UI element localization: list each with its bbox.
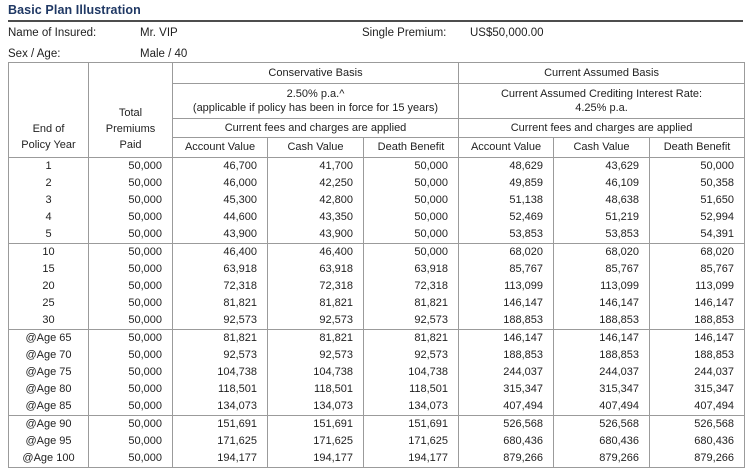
value-cell: 92,573 [364,347,459,364]
value-cell: 46,109 [554,175,650,192]
value-cell: 50,000 [89,192,173,209]
value-cell: 244,037 [554,364,650,381]
value-cell: 113,099 [554,278,650,295]
col-header-total-premiums-line1: Total [118,107,143,120]
table-row [9,192,745,209]
value-cell: 315,347 [554,381,650,398]
value-cell: 315,347 [459,381,554,398]
policy-year-cell: @Age 80 [9,381,89,398]
value-cell: 50,000 [89,209,173,226]
value-cell: 146,147 [650,295,745,312]
value-cell: 50,000 [650,158,745,176]
table-row [9,347,745,364]
value-cell: 50,000 [89,398,173,416]
value-cell: 63,918 [364,261,459,278]
table-row [9,398,745,416]
table-row [9,175,745,192]
row-group-4 [9,416,745,468]
col-header-policy-year-line1: End of [32,123,65,136]
value-cell: 51,219 [554,209,650,226]
policy-year-cell: 20 [9,278,89,295]
policy-year-cell: 25 [9,295,89,312]
current-rate-line1: Current Assumed Crediting Interest Rate: [500,87,703,100]
value-cell: 879,266 [554,450,650,468]
value-cell: 104,738 [364,364,459,381]
value-cell: 63,918 [173,261,268,278]
value-cell: 46,000 [173,175,268,192]
value-cell: 244,037 [650,364,745,381]
table-row [9,244,745,262]
conservative-death-benefit-header: Death Benefit [364,138,459,158]
value-cell: 50,000 [89,261,173,278]
col-header-policy-year [9,63,89,158]
value-cell: 526,568 [459,416,554,434]
value-cell: 171,625 [364,433,459,450]
value-cell: 50,000 [89,381,173,398]
value-cell: 81,821 [173,295,268,312]
value-cell: 50,000 [364,209,459,226]
value-cell: 113,099 [650,278,745,295]
value-cell: 85,767 [650,261,745,278]
value-cell: 68,020 [650,244,745,262]
value-cell: 134,073 [173,398,268,416]
value-cell: 526,568 [650,416,745,434]
value-cell: 151,691 [364,416,459,434]
table-row [9,261,745,278]
policy-year-cell: 10 [9,244,89,262]
col-header-total-premiums-line3: Paid [119,139,142,152]
value-cell: 118,501 [364,381,459,398]
value-cell: 188,853 [650,347,745,364]
conservative-fees-note: Current fees and charges are applied [173,119,459,138]
value-cell: 81,821 [268,330,364,348]
illustration-table [8,62,745,468]
value-cell: 50,000 [89,416,173,434]
value-cell: 43,629 [554,158,650,176]
row-group-1 [9,158,745,244]
value-cell: 50,000 [364,158,459,176]
value-cell: 50,000 [364,226,459,244]
value-cell: 45,300 [173,192,268,209]
value-cell: 680,436 [650,433,745,450]
value-cell: 50,000 [364,175,459,192]
current-fees-note: Current fees and charges are applied [459,119,745,138]
value-cell: 151,691 [268,416,364,434]
value-cell: 118,501 [173,381,268,398]
value-cell: 41,700 [268,158,364,176]
value-cell: 50,000 [89,364,173,381]
value-cell: 194,177 [173,450,268,468]
policy-year-cell: @Age 75 [9,364,89,381]
value-cell: 92,573 [364,312,459,330]
table-row [9,330,745,348]
sex-age-label: Sex / Age: [8,48,61,60]
policy-year-cell: 15 [9,261,89,278]
name-of-insured-value: Mr. VIP [140,27,178,39]
value-cell: 151,691 [173,416,268,434]
conservative-rate-line1: 2.50% p.a.^ [286,87,345,100]
value-cell: 92,573 [268,347,364,364]
value-cell: 72,318 [268,278,364,295]
value-cell: 188,853 [554,312,650,330]
row-group-3 [9,330,745,416]
value-cell: 50,000 [89,450,173,468]
value-cell: 85,767 [459,261,554,278]
value-cell: 188,853 [459,312,554,330]
table-row [9,416,745,434]
col-header-policy-year-line2: Policy Year [21,139,76,152]
value-cell: 50,000 [89,312,173,330]
value-cell: 63,918 [268,261,364,278]
policy-year-cell: 3 [9,192,89,209]
table-row [9,381,745,398]
value-cell: 48,629 [459,158,554,176]
value-cell: 407,494 [650,398,745,416]
table-row [9,278,745,295]
value-cell: 81,821 [268,295,364,312]
value-cell: 50,000 [89,330,173,348]
value-cell: 146,147 [459,330,554,348]
value-cell: 244,037 [459,364,554,381]
value-cell: 680,436 [459,433,554,450]
policy-year-cell: @Age 85 [9,398,89,416]
conservative-cash-value-header: Cash Value [268,138,364,158]
col-header-total-premiums-line2: Premiums [105,123,156,136]
value-cell: 50,000 [89,278,173,295]
single-premium-label: Single Premium: [362,27,447,39]
value-cell: 54,391 [650,226,745,244]
value-cell: 72,318 [364,278,459,295]
value-cell: 526,568 [554,416,650,434]
value-cell: 50,358 [650,175,745,192]
value-cell: 52,469 [459,209,554,226]
table-row [9,226,745,244]
value-cell: 81,821 [364,330,459,348]
policy-year-cell: @Age 65 [9,330,89,348]
value-cell: 134,073 [268,398,364,416]
value-cell: 53,853 [554,226,650,244]
value-cell: 49,859 [459,175,554,192]
value-cell: 104,738 [268,364,364,381]
value-cell: 92,573 [268,312,364,330]
value-cell: 188,853 [554,347,650,364]
value-cell: 50,000 [89,347,173,364]
value-cell: 42,800 [268,192,364,209]
conservative-basis-group-header: Conservative Basis [173,63,459,84]
value-cell: 72,318 [173,278,268,295]
value-cell: 407,494 [459,398,554,416]
conservative-rate-line2: (applicable if policy has been in force for 15 years) [192,102,439,114]
policy-year-cell: @Age 90 [9,416,89,434]
table-row [9,158,745,176]
value-cell: 92,573 [173,312,268,330]
value-cell: 44,600 [173,209,268,226]
current-rate-cell [459,84,745,119]
col-header-total-premiums [89,63,173,158]
value-cell: 680,436 [554,433,650,450]
policy-year-cell: 5 [9,226,89,244]
value-cell: 53,853 [459,226,554,244]
value-cell: 50,000 [89,226,173,244]
value-cell: 43,350 [268,209,364,226]
conservative-account-value-header: Account Value [173,138,268,158]
conservative-rate-cell [173,84,459,119]
current-account-value-header: Account Value [459,138,554,158]
sex-age-value: Male / 40 [140,48,188,60]
policy-year-cell: @Age 70 [9,347,89,364]
value-cell: 50,000 [89,433,173,450]
value-cell: 42,250 [268,175,364,192]
value-cell: 104,738 [173,364,268,381]
value-cell: 188,853 [459,347,554,364]
value-cell: 50,000 [89,244,173,262]
value-cell: 50,000 [364,192,459,209]
value-cell: 50,000 [89,158,173,176]
value-cell: 113,099 [459,278,554,295]
value-cell: 51,138 [459,192,554,209]
table-row [9,209,745,226]
value-cell: 879,266 [459,450,554,468]
policy-year-cell: 1 [9,158,89,176]
name-of-insured-label: Name of Insured: [8,27,97,39]
value-cell: 50,000 [364,244,459,262]
value-cell: 43,900 [173,226,268,244]
title-underline [8,20,743,22]
value-cell: 171,625 [268,433,364,450]
value-cell: 81,821 [173,330,268,348]
single-premium-value: US$50,000.00 [470,27,544,39]
table-row [9,364,745,381]
value-cell: 46,700 [173,158,268,176]
policy-year-cell: 30 [9,312,89,330]
page-title: Basic Plan Illustration [8,3,141,17]
value-cell: 81,821 [364,295,459,312]
value-cell: 46,400 [173,244,268,262]
policy-year-cell: 4 [9,209,89,226]
value-cell: 171,625 [173,433,268,450]
policy-year-cell: @Age 95 [9,433,89,450]
table-row [9,312,745,330]
value-cell: 146,147 [459,295,554,312]
current-cash-value-header: Cash Value [554,138,650,158]
policy-year-cell: @Age 100 [9,450,89,468]
value-cell: 879,266 [650,450,745,468]
policy-year-cell: 2 [9,175,89,192]
table-header [9,63,745,158]
value-cell: 194,177 [364,450,459,468]
value-cell: 43,900 [268,226,364,244]
table-row [9,295,745,312]
value-cell: 146,147 [554,330,650,348]
current-assumed-basis-group-header: Current Assumed Basis [459,63,745,84]
table-row [9,450,745,468]
value-cell: 46,400 [268,244,364,262]
value-cell: 407,494 [554,398,650,416]
row-group-2 [9,244,745,330]
value-cell: 50,000 [89,175,173,192]
value-cell: 68,020 [459,244,554,262]
value-cell: 146,147 [554,295,650,312]
value-cell: 85,767 [554,261,650,278]
value-cell: 134,073 [364,398,459,416]
table-row [9,433,745,450]
value-cell: 48,638 [554,192,650,209]
value-cell: 315,347 [650,381,745,398]
value-cell: 68,020 [554,244,650,262]
value-cell: 118,501 [268,381,364,398]
value-cell: 51,650 [650,192,745,209]
value-cell: 146,147 [650,330,745,348]
value-cell: 92,573 [173,347,268,364]
current-death-benefit-header: Death Benefit [650,138,745,158]
value-cell: 50,000 [89,295,173,312]
value-cell: 52,994 [650,209,745,226]
value-cell: 194,177 [268,450,364,468]
current-rate-line2: 4.25% p.a. [575,102,628,114]
value-cell: 188,853 [650,312,745,330]
